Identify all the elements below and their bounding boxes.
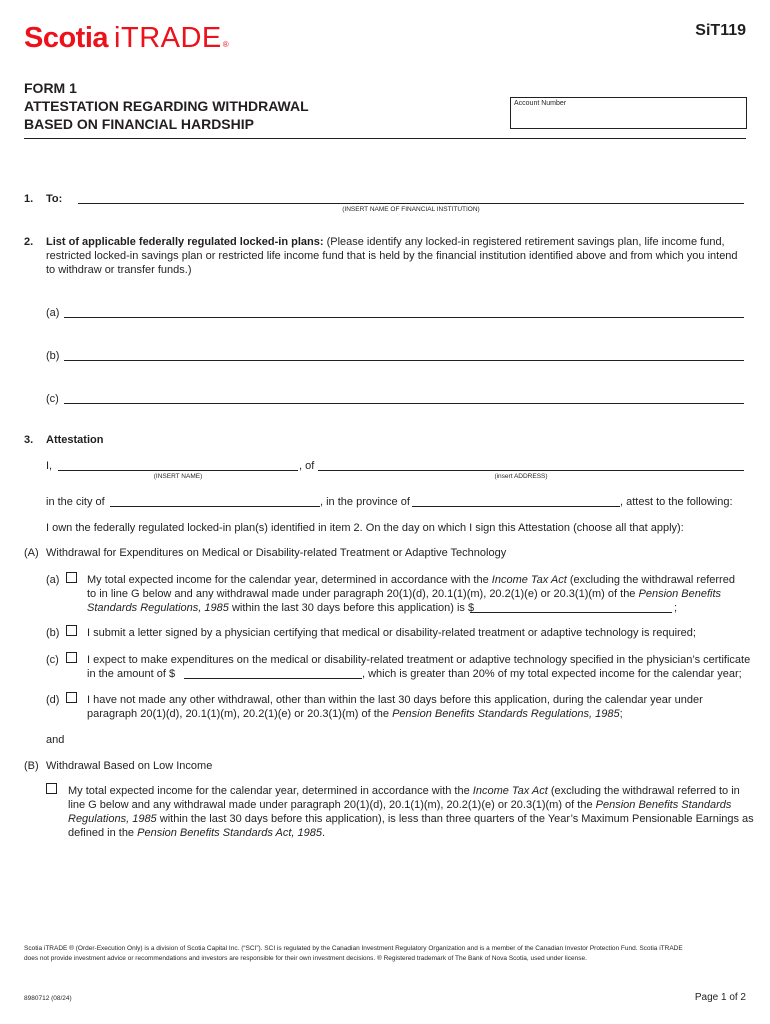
part-b-line3-italic: Regulations, 1985 xyxy=(68,813,157,825)
scotia-itrade-logo xyxy=(24,22,229,56)
part-b-line2-pre: line G below and any withdrawal made under paragraph 20(1)(d), 20.1(1)(m), 20.2(1)(e) or 20.3(1)(m) of the xyxy=(68,799,593,811)
logo-itrade: iTRADE xyxy=(114,22,222,54)
financial-institution-caption: (INSERT NAME OF FINANCIAL INSTITUTION) xyxy=(342,206,480,213)
part-b-line1-post: (excluding the withdrawal referred to in xyxy=(550,785,740,797)
attest-address-field[interactable] xyxy=(318,470,744,471)
plan-a-label: (a) xyxy=(46,307,60,319)
option-a-line1 xyxy=(87,573,735,587)
option-a-line2 xyxy=(87,587,721,601)
attest-city-label: in the city of xyxy=(46,496,105,508)
expenditure-amount-field[interactable] xyxy=(184,678,362,679)
option-a-line2-pre: to in line G below and any withdrawal made under paragraph 20(1)(d), 20.1(1)(m), 20.2(1)(e) or 20.3(1)(m) of the xyxy=(87,588,636,600)
part-b-line2-italic: Pension Benefits Standards xyxy=(595,799,732,811)
option-d-line2-post: ; xyxy=(619,708,623,720)
form-title-line2: ATTESTATION REGARDING WITHDRAWAL xyxy=(24,98,309,114)
plan-b-label: (b) xyxy=(46,350,60,362)
part-b-line1-italic: Income Tax Act xyxy=(472,785,548,797)
account-number-field[interactable] xyxy=(510,97,747,129)
footer-disclaimer-line2: does not provide investment advice or recommendations and investors are responsible for their own investment decisions. ® Registered trademark of The Bank of Nova Scotia, used under license. xyxy=(24,955,587,962)
option-c-line2-pre: in the amount of $ xyxy=(87,668,176,680)
attest-city-field[interactable] xyxy=(110,506,320,507)
plan-a-field[interactable] xyxy=(64,317,744,318)
attest-of-label: , of xyxy=(299,460,315,472)
option-a-line2-italic: Pension Benefits xyxy=(638,588,722,600)
footer-disclaimer-line1: Scotia iTRADE ® (Order-Execution Only) is a division of Scotia Capital Inc. (“SCI”). SCI is regulated by the Canadian Investment Regulatory Organization and is a member of the Canadian Investor Protection Fund. Scotia iTRADE xyxy=(24,945,683,952)
part-b-line2 xyxy=(68,798,731,812)
option-d-line2-pre: paragraph 20(1)(d), 20.1(1)(m), 20.2(1)(e) or 20.3(1)(m) of the xyxy=(87,708,390,720)
form-code: SiT119 xyxy=(695,22,746,39)
and-connector: and xyxy=(46,734,65,746)
section3-heading: Attestation xyxy=(46,434,104,446)
section3-number: 3. xyxy=(24,434,34,446)
option-a-line1-italic: Income Tax Act xyxy=(491,574,567,586)
attest-name-caption: (INSERT NAME) xyxy=(153,473,203,480)
part-b-line1 xyxy=(68,784,740,798)
option-b-text: I submit a letter signed by a physician certifying that medical or disability-related treatment or adaptive technology is required; xyxy=(87,627,696,639)
part-b-line3 xyxy=(68,812,754,826)
footer-disclaimer xyxy=(24,944,748,964)
option-d-line2 xyxy=(87,707,623,721)
option-d-checkbox[interactable] xyxy=(66,692,77,703)
header-divider xyxy=(24,138,746,139)
section2-text-2: restricted locked-in savings plan or restricted life income fund that is held by the financial institution identified above and from which you intend xyxy=(46,250,738,262)
own-plans-statement: I own the federally regulated locked-in plan(s) identified in item 2. On the day on which I sign this Attestation (choose all that apply): xyxy=(46,522,684,534)
attest-i-label: I, xyxy=(46,460,53,472)
option-a-checkbox[interactable] xyxy=(66,572,77,583)
option-c-line2-post: , which is greater than 20% of my total expected income for the calendar year; xyxy=(362,668,742,680)
expected-income-amount-field[interactable] xyxy=(470,612,672,613)
page-number: Page 1 of 2 xyxy=(694,992,746,1003)
section2-text-1: (Please identify any locked-in registered retirement savings plan, life income fund, xyxy=(326,236,725,248)
form-number: 8980712 (08/24) xyxy=(24,995,72,1002)
option-c-label: (c) xyxy=(46,654,59,666)
option-c-line1: I expect to make expenditures on the medical or disability-related treatment or adaptive technology specified in the physician’s certificate xyxy=(87,654,751,666)
part-b-line4 xyxy=(68,826,325,840)
section2-line1 xyxy=(46,235,725,249)
option-d-line1: I have not made any other withdrawal, other than within the last 30 days before this application, during the calendar year under xyxy=(87,694,703,706)
part-a-title: Withdrawal for Expenditures on Medical or Disability-related Treatment or Adaptive Technology xyxy=(46,547,507,559)
attest-province-field[interactable] xyxy=(412,506,620,507)
attest-address-caption: (insert ADDRESS) xyxy=(494,473,548,480)
option-a-line3 xyxy=(87,601,474,615)
section1-label: To: xyxy=(46,193,63,205)
option-b-label: (b) xyxy=(46,627,60,639)
option-a-line1-post: (excluding the withdrawal referred xyxy=(569,574,735,586)
option-a-line1-pre: My total expected income for the calendar year, determined in accordance with the xyxy=(87,574,489,586)
part-b-line4-pre: defined in the xyxy=(68,827,135,839)
option-d-line2-italic: Pension Benefits Standards Regulations, 1985 xyxy=(392,708,620,720)
low-income-checkbox[interactable] xyxy=(46,783,57,794)
form-title xyxy=(24,79,309,133)
plan-b-field[interactable] xyxy=(64,360,744,361)
account-number-label: Account Number xyxy=(514,100,567,107)
option-a-line3-post: within the last 30 days before this application) is $ xyxy=(231,602,475,614)
logo-scotia: Scotia xyxy=(24,22,109,54)
attest-name-field[interactable] xyxy=(58,470,298,471)
section1-number: 1. xyxy=(24,193,34,205)
part-b-label: (B) xyxy=(24,760,39,772)
part-b-line3-post: within the last 30 days before this application), is less than three quarters of the Year’s Maximum Pensionable Earnings as xyxy=(159,813,754,825)
plan-c-field[interactable] xyxy=(64,403,744,404)
form-title-line3: BASED ON FINANCIAL HARDSHIP xyxy=(24,116,254,132)
option-b-checkbox[interactable] xyxy=(66,625,77,636)
logo-registered-mark: ® xyxy=(222,40,229,49)
plan-c-label: (c) xyxy=(46,393,59,405)
option-a-label: (a) xyxy=(46,574,60,586)
financial-institution-field[interactable] xyxy=(78,203,744,204)
option-a-line3-end: ; xyxy=(674,602,678,614)
attest-following-label: , attest to the following: xyxy=(620,496,733,508)
option-a-line3-italic: Standards Regulations, 1985 xyxy=(87,602,229,614)
part-a-label: (A) xyxy=(24,547,39,559)
part-b-line4-italic: Pension Benefits Standards Act, 1985 xyxy=(137,827,323,839)
section2-text-3: to withdraw or transfer funds.) xyxy=(46,264,192,276)
part-b-title: Withdrawal Based on Low Income xyxy=(46,760,213,772)
part-b-line1-pre: My total expected income for the calendar year, determined in accordance with the xyxy=(68,785,470,797)
part-b-line4-post: . xyxy=(322,827,326,839)
option-c-checkbox[interactable] xyxy=(66,652,77,663)
form-title-line1: FORM 1 xyxy=(24,80,77,96)
section2-heading: List of applicable federally regulated locked-in plans: xyxy=(46,236,324,248)
section2-number: 2. xyxy=(24,236,34,248)
option-d-label: (d) xyxy=(46,694,60,706)
attest-province-label: , in the province of xyxy=(320,496,410,508)
